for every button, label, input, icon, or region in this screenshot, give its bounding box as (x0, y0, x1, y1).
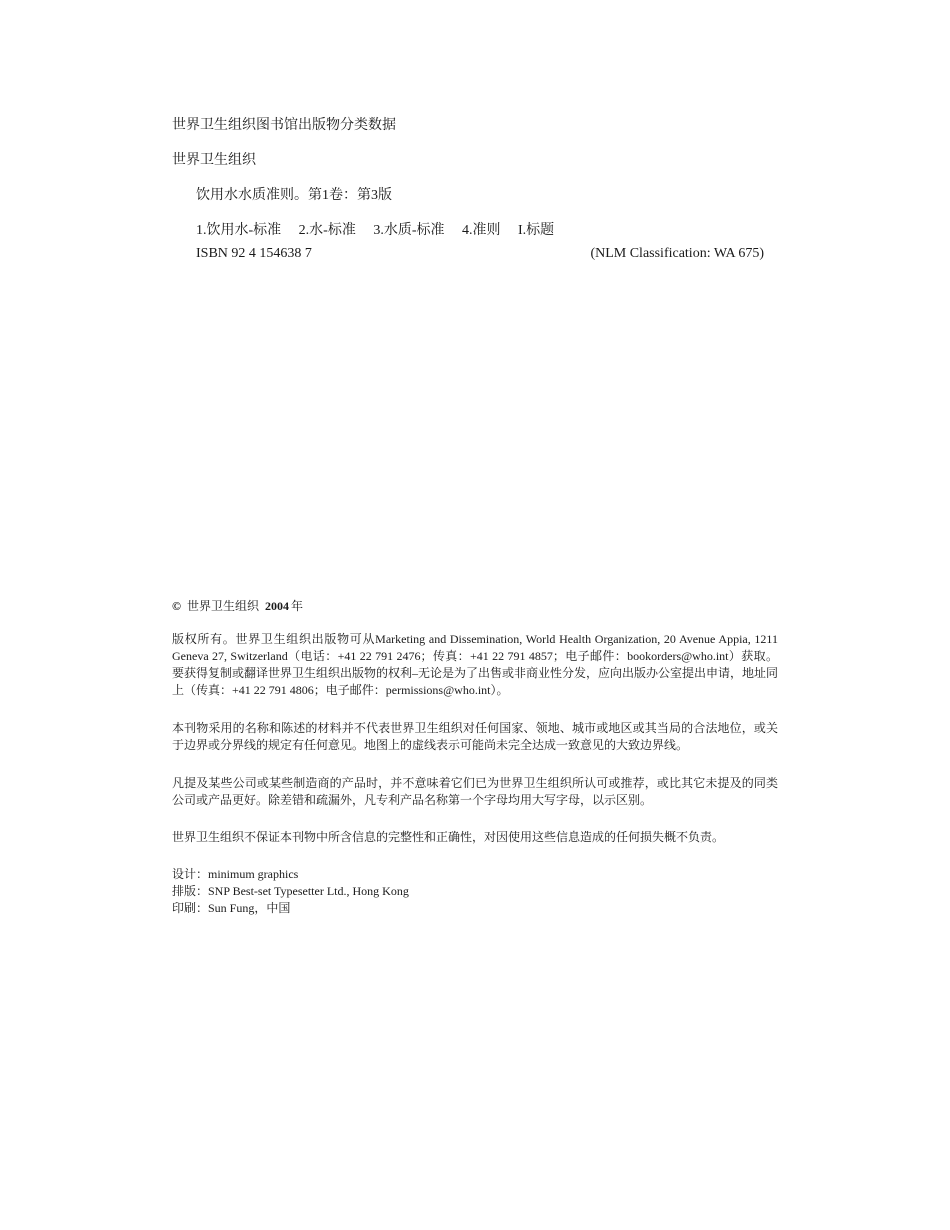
copyright-year-suffix: 年 (290, 599, 303, 613)
cip-title: 饮用水水质准则。第1卷：第3版 (196, 188, 392, 203)
liability-disclaimer-paragraph: 世界卫生组织不保证本刊物中所含信息的完整性和正确性，对因使用这些信息造成的任何损失概不负责。 (172, 830, 725, 844)
production-credits (172, 866, 409, 917)
cip-subjects (196, 222, 568, 240)
cip-subject: I.标题 (518, 223, 555, 238)
cip-subject: 3.水质-标准 (373, 223, 445, 238)
nlm-classification: (NLM Classification: WA 675) (590, 246, 764, 261)
copyright-org: 世界卫生组织 (186, 599, 259, 613)
isbn: ISBN 92 4 154638 7 (196, 246, 312, 261)
copyright-page (172, 0, 778, 1230)
typeset-credit: 排版：SNP Best-set Typesetter Ltd., Hong Kong (172, 884, 409, 898)
cip-author: 世界卫生组织 (172, 153, 256, 168)
rights-paragraph: 版权所有。世界卫生组织出版物可从Marketing and Dissemination, World Health Organization, 20 Avenue Appia, 1211 Geneva 27, Switzerland（电话：+41 22 791 2476；传真：+41 22 791 4857；电子邮件：bookorders@who.int）获取。要获得复制或翻译世界卫生组织出版物的权利–无论是为了出售或非商业性分发，应向出版办公室提出申请，地址同上（传真：+41 22 791 4806；电子邮件：permissions@who.int）。 (172, 632, 779, 697)
print-credit: 印刷：Sun Fung，中国 (172, 901, 291, 915)
cip-isbn-row (196, 245, 764, 263)
maps-disclaimer-paragraph: 本刊物采用的名称和陈述的材料并不代表世界卫生组织对任何国家、领地、城市或地区或其当局的合法地位，或关于边界或分界线的规定有任何意见。地图上的虚线表示可能尚未完全达成一致意见的大致边界线。 (172, 721, 778, 752)
cip-subject: 4.准则 (462, 223, 501, 238)
cip-subject: 2.水-标准 (298, 223, 356, 238)
cip-subject: 1.饮用水-标准 (196, 223, 282, 238)
copyright-symbol: © (172, 599, 181, 613)
copyright-year: 2004 (264, 599, 289, 613)
design-credit: 设计：minimum graphics (172, 867, 299, 881)
products-disclaimer-paragraph: 凡提及某些公司或某些制造商的产品时，并不意味着它们已为世界卫生组织所认可或推荐，或比其它未提及的同类公司或产品更好。除差错和疏漏外，凡专利产品名称第一个字母均用大写字母，以示区别。 (172, 776, 778, 807)
copyright-line (172, 598, 303, 614)
cip-heading: 世界卫生组织图书馆出版物分类数据 (172, 118, 396, 133)
